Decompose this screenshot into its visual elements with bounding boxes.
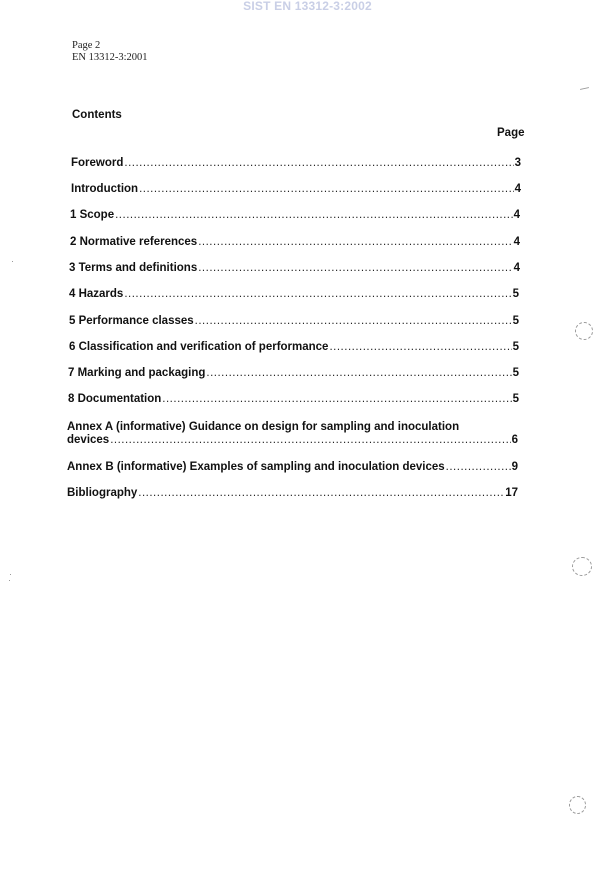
page-number-label: Page 2 bbox=[72, 40, 101, 51]
toc-entry-performance-classes[interactable] bbox=[69, 315, 519, 328]
page-column-heading: Page bbox=[497, 127, 525, 139]
scan-speck bbox=[10, 574, 11, 575]
toc-entry-label: 7 Marking and packaging bbox=[68, 367, 206, 379]
toc-leader-dots bbox=[138, 487, 504, 500]
toc-leader-dots bbox=[446, 461, 511, 474]
toc-entry-page: 4 bbox=[513, 236, 520, 248]
toc-entry-scope[interactable] bbox=[70, 209, 520, 222]
toc-entry-introduction[interactable] bbox=[71, 183, 521, 196]
toc-entry-page: 4 bbox=[513, 209, 520, 221]
toc-entry-page: 17 bbox=[505, 487, 518, 499]
toc-leader-dots bbox=[110, 434, 510, 447]
toc-entry-page: 5 bbox=[512, 341, 519, 353]
scan-speck bbox=[580, 87, 589, 90]
toc-leader-dots bbox=[195, 315, 512, 328]
toc-entry-page: 9 bbox=[511, 461, 518, 473]
toc-leader-dots bbox=[198, 236, 512, 249]
toc-entry-label: 2 Normative references bbox=[70, 236, 198, 248]
toc-entry-marking-and-packaging[interactable] bbox=[68, 367, 519, 380]
scan-speck bbox=[12, 261, 13, 262]
toc-entry-terms-and-definitions[interactable] bbox=[69, 262, 520, 275]
toc-entry-label: 4 Hazards bbox=[69, 288, 124, 300]
toc-entry-label: 3 Terms and definitions bbox=[69, 262, 198, 274]
toc-entry-foreword[interactable] bbox=[71, 157, 521, 170]
toc-entry-label-line1: Annex A (informative) Guidance on design for sampling and inoculation bbox=[67, 421, 460, 433]
toc-entry-label: 1 Scope bbox=[70, 209, 115, 221]
toc-leader-dots bbox=[206, 367, 511, 380]
punch-hole-mark bbox=[575, 322, 593, 340]
toc-entry-label: Foreword bbox=[71, 157, 124, 169]
toc-entry-label: Bibliography bbox=[67, 487, 138, 499]
toc-leader-dots bbox=[139, 183, 514, 196]
toc-entry-label: Annex B (informative) Examples of sampling and inoculation devices bbox=[67, 461, 445, 473]
toc-entry-page: 4 bbox=[514, 183, 521, 195]
toc-entry-label: Introduction bbox=[71, 183, 139, 195]
toc-entry-page: 3 bbox=[514, 157, 521, 169]
toc-entry-hazards[interactable] bbox=[69, 288, 519, 301]
scan-speck bbox=[9, 580, 10, 581]
toc-entry-page: 5 bbox=[512, 288, 519, 300]
toc-entry-classification[interactable] bbox=[69, 341, 519, 354]
toc-leader-dots bbox=[124, 288, 511, 301]
toc-entry-annex-a[interactable] bbox=[67, 421, 518, 447]
toc-entry-documentation[interactable] bbox=[68, 393, 519, 406]
toc-entry-annex-b[interactable] bbox=[67, 461, 518, 474]
toc-leader-dots bbox=[124, 157, 513, 170]
toc-entry-page: 5 bbox=[512, 393, 519, 405]
toc-entry-label: 8 Documentation bbox=[68, 393, 162, 405]
toc-leader-dots bbox=[198, 262, 512, 275]
toc-entry-bibliography[interactable] bbox=[67, 487, 518, 500]
document-reference: EN 13312-3:2001 bbox=[72, 52, 148, 63]
toc-entry-label: 5 Performance classes bbox=[69, 315, 194, 327]
toc-entry-label: 6 Classification and verification of performance bbox=[69, 341, 329, 353]
punch-hole-mark bbox=[569, 796, 586, 814]
page-header bbox=[72, 40, 148, 64]
toc-entry-page: 4 bbox=[513, 262, 520, 274]
watermark: SIST EN 13312-3:2002 bbox=[243, 0, 372, 13]
punch-hole-mark bbox=[572, 557, 592, 576]
toc-entry-page: 6 bbox=[511, 434, 518, 446]
toc-leader-dots bbox=[329, 341, 511, 354]
toc-entry-label: devices bbox=[67, 434, 110, 446]
toc-entry-page: 5 bbox=[512, 367, 519, 379]
toc-leader-dots bbox=[115, 209, 512, 222]
toc-leader-dots bbox=[162, 393, 511, 406]
toc-entry-page: 5 bbox=[512, 315, 519, 327]
contents-title: Contents bbox=[72, 109, 122, 121]
toc-entry-normative-references[interactable] bbox=[70, 236, 520, 249]
